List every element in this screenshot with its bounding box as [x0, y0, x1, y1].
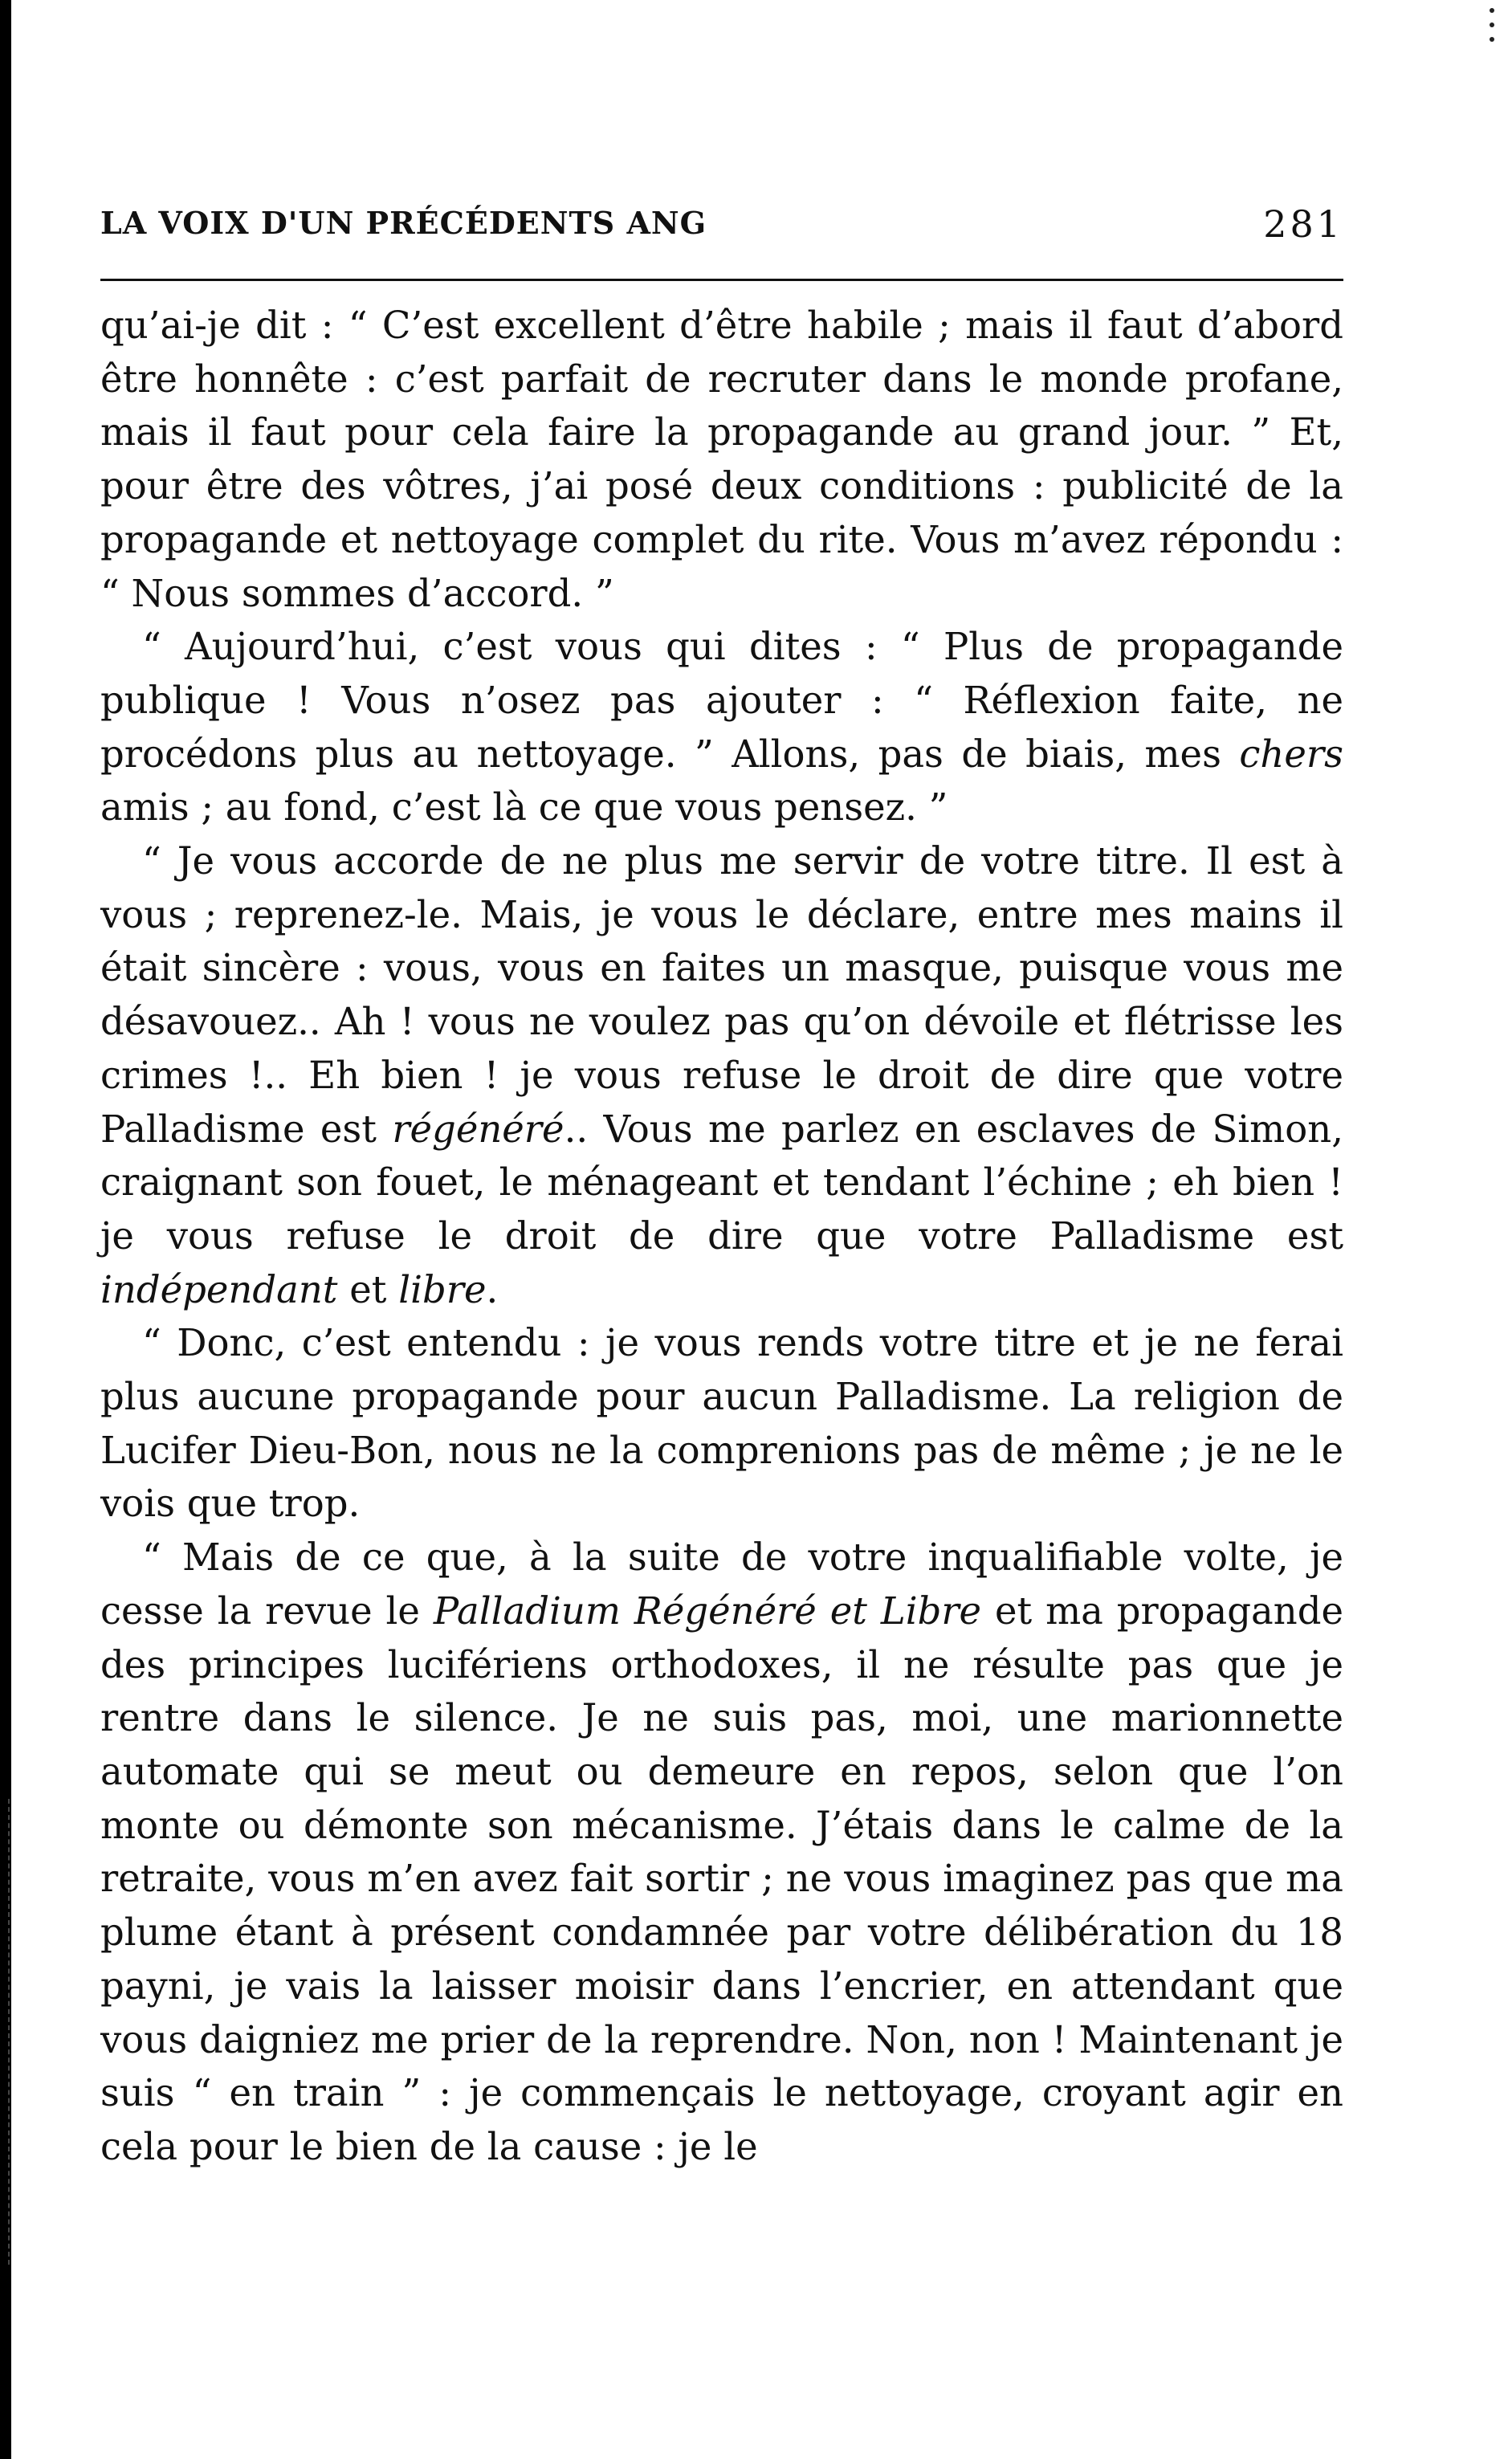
running-title: LA VOIX D'UN PRÉCÉDENTS ANG — [100, 205, 707, 241]
paragraph-text: “ Aujourd’hui, c’est vous qui dites : “ Plus de propagande publique ! Vous n’osez pas ajouter : “ Réflexion faite, ne procédons plus au nettoyage. ” Allons, pas de biais, mes — [100, 625, 1343, 776]
paragraph-text: “ Donc, c’est entendu : je vous rends votre titre et je ne ferai plus aucune propagande pour aucun Palladisme. La religion de Lucifer Dieu-Bon, nous ne la comprenions pas de même ; je ne le vois que trop. — [100, 1321, 1343, 1526]
paragraph-text: et ma propagande des principes lucifériens orthodoxes, il ne résulte pas que je rentre dans le silence. Je ne suis pas, moi, une marionnette automate qui se meut ou demeure en repos, selon que l’on monte ou démonte son mécanisme. J’étais dans le calme de la retraite, vous m’en avez fait sortir ; ne vous imaginez pas que ma plume étant à présent condamnée par votre délibération du 18 payni, je vais la laisser moisir dans l’encrier, en attendant que vous daigniez me prier de la reprendre. Non, non ! Maintenant je suis “ en train ” : je commençais le nettoyage, croyant agir en cela pour le bien de la cause : je le — [100, 1588, 1343, 2168]
paragraph-text: amis ; au fond, c’est là ce que vous pensez. ” — [100, 785, 948, 830]
italic-text: indépendant — [100, 1267, 338, 1311]
paragraph — [100, 620, 1343, 834]
paragraph-text: qu’ai-je dit : “ C’est excellent d’être habile ; mais il faut d’abord être honnête : c’est parfait de recruter dans le monde profane, mais il faut pour cela faire la propagande au grand jour. ” Et, pour être des vôtres, j’ai posé deux conditions : publicité de la propagande et nettoyage complet du rite. Vous m’avez répondu : “ Nous sommes d’accord. ” — [100, 304, 1343, 615]
scan-edge-dots — [1490, 8, 1494, 40]
italic-text: Palladium Régénéré et Libre — [433, 1588, 982, 1633]
scan-edge-rule — [8, 1799, 11, 2265]
paragraph-text: .. Vous me parlez en esclaves de Simon, craignant son fouet, le ménageant et tendant l’échine ; eh bien ! je vous refuse le droit de dire que votre Palladisme est — [100, 1107, 1343, 1258]
book-page — [100, 177, 1343, 2174]
paragraph — [100, 834, 1343, 1316]
paragraph-text: “ Je vous accorde de ne plus me servir de votre titre. Il est à vous ; reprenez-le. Mais, je vous le déclare, entre mes mains il était sincère : vous, vous en faites un masque, puisque vous me désavouez.. Ah ! vous ne voulez pas qu’on dévoile et flétrisse les crimes !.. Eh bien ! je vous refuse le droit de dire que votre Palladisme est — [100, 839, 1343, 1151]
header-rule — [100, 279, 1343, 281]
paragraph-text: “ Mais de ce que, à la suite de votre inqualifiable volte, je cesse la revue le — [100, 1535, 1343, 1633]
paragraph-text: . — [486, 1267, 499, 1311]
italic-text: chers — [1239, 732, 1343, 776]
page-header — [100, 177, 1343, 257]
paragraph — [100, 1531, 1343, 2173]
paragraph — [100, 1316, 1343, 1531]
page-number: 281 — [1263, 202, 1343, 246]
paragraph — [100, 299, 1343, 620]
italic-text: régénéré — [392, 1107, 564, 1151]
page-body — [100, 299, 1343, 2174]
italic-text: libre — [398, 1267, 487, 1311]
paragraph-text: et — [337, 1267, 399, 1311]
